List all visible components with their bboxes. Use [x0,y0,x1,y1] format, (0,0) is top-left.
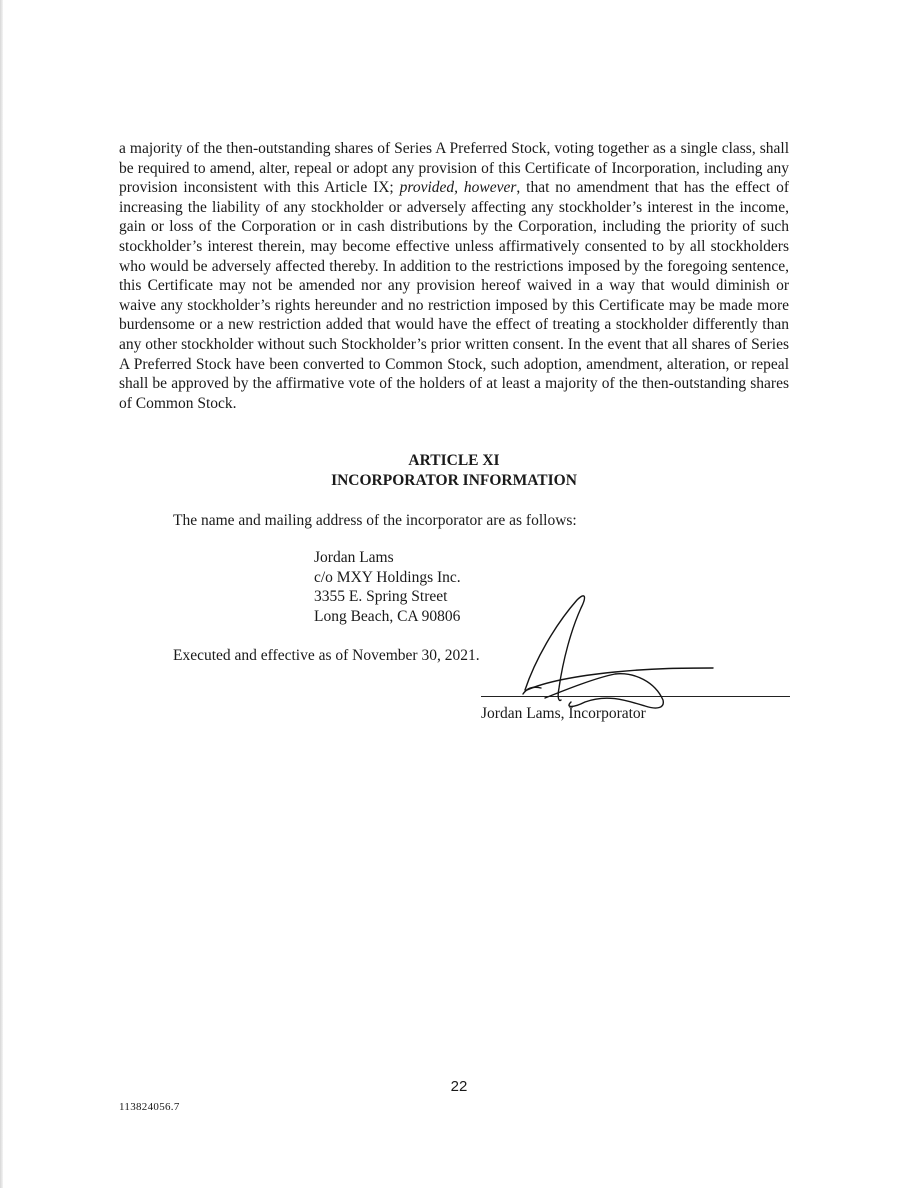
address-line-company: c/o MXY Holdings Inc. [314,568,461,586]
executed-date-line: Executed and effective as of November 30, 2021. [173,647,480,664]
address-line-city: Long Beach, CA 90806 [314,607,461,625]
incorporator-address [314,548,461,626]
page-number: 22 [450,1078,468,1095]
address-line-street: 3355 E. Spring Street [314,588,448,606]
article-title: INCORPORATOR INFORMATION [331,472,577,489]
body-paragraph-part2: , that no amendment that has the effect of increasing the liability of any stockholder or adversely affecting any stockholder’s interest in the income, gain or loss of the Corporation or in cash distributions by the Corporation, including the priority of such stockholder’s interest therein, may become effective unless affirmatively consented to by all stockholders who would be adversely affected thereby. In addition to the restrictions imposed by the foregoing sentence, this Certificate may not be amended nor any provision hereof waived in a way that would diminish or waive any stockholder’s rights hereunder and no restriction imposed by this Certificate may be made more burdensome or a new restriction added that would have the effect of treating a stockholder differently than any other stockholder without such Stockholder’s prior written consent. In the event that all shares of Series A Preferred Stock have been converted to Common Stock, such adoption, amendment, alteration, or repeal shall be approved by the affirmative vote of the holders of at least a majority of the then-outstanding shares of Common Stock. [119,179,789,412]
body-paragraph [119,139,789,413]
article-number: ARTICLE XI [408,452,500,469]
page-left-edge [0,0,3,1188]
body-paragraph-emphasis: provided, however [399,179,517,197]
signature-caption: Jordan Lams, Incorporator [481,705,646,722]
handwritten-signature [515,590,725,720]
address-line-name: Jordan Lams [314,549,394,566]
incorporator-intro: The name and mailing address of the incorporator are as follows: [173,512,577,529]
document-id: 113824056.7 [119,1101,180,1113]
body-paragraph-part1: a majority of the then-outstanding shares of Series A Preferred Stock, voting together as a single class, shall be required to amend, alter, repeal or adopt any provision of this Certificate of Incorporation, including any provision inconsistent with this Article IX; [119,140,789,197]
